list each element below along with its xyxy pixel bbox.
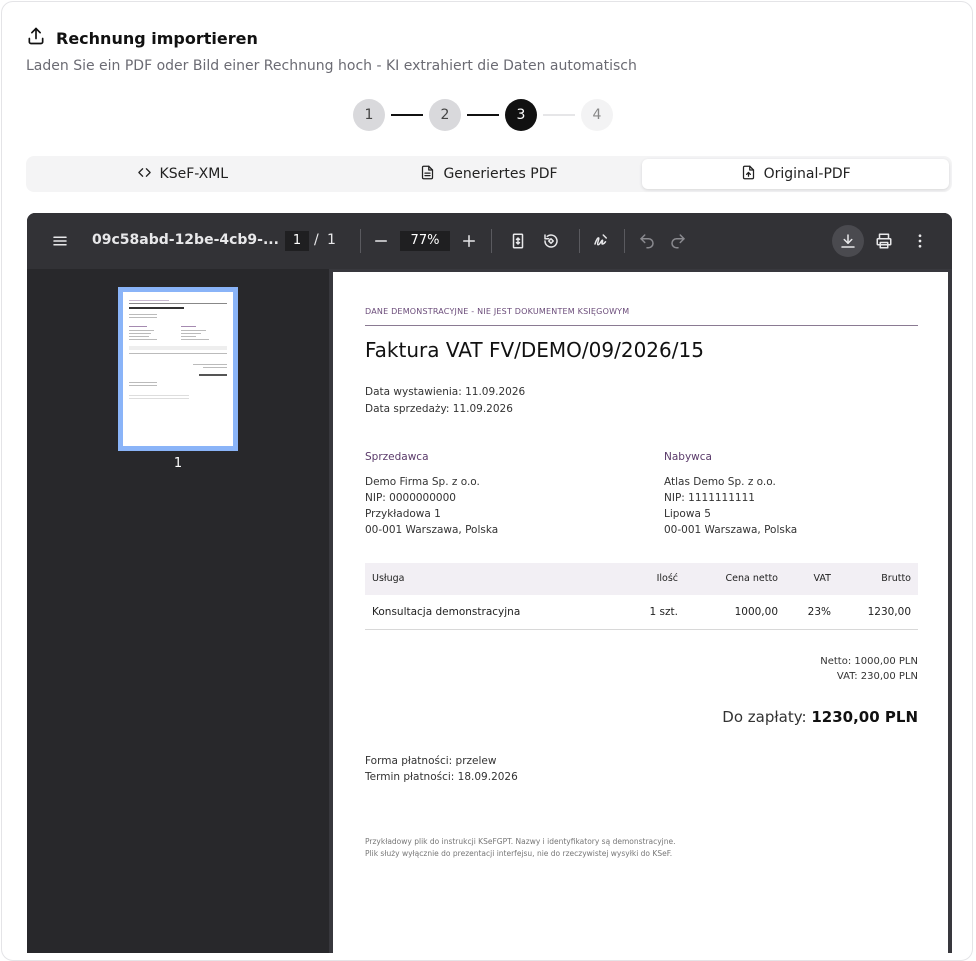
page-title: Rechnung importieren xyxy=(56,28,258,48)
import-card xyxy=(1,1,973,961)
page-thumbnail[interactable] xyxy=(118,287,238,451)
toolbar-divider xyxy=(491,229,492,253)
page-area[interactable] xyxy=(329,269,952,953)
page-number-input[interactable]: 1 xyxy=(285,231,309,251)
table-cell: 23% xyxy=(807,606,831,618)
table-row xyxy=(365,595,918,630)
invoice-page xyxy=(333,272,948,953)
toolbar-divider xyxy=(624,229,625,253)
column-header: Ilość xyxy=(656,573,678,584)
buyer-heading: Nabywca xyxy=(664,451,712,463)
tab-label: KSeF-XML xyxy=(159,166,229,182)
seller-name: Demo Firma Sp. z o.o. xyxy=(365,476,480,488)
tab-label: Generiertes PDF xyxy=(443,166,558,182)
card-header xyxy=(26,26,258,50)
thumbnail-page-number: 1 xyxy=(173,456,183,471)
thumbnail-sidebar xyxy=(27,269,329,953)
seller-street: Przykładowa 1 xyxy=(365,508,441,520)
invoice-title: Faktura VAT FV/DEMO/09/2026/15 xyxy=(365,338,704,362)
step-connector xyxy=(391,114,423,116)
footer-note: Przykładowy plik do instrukcji KSeFGPT. Nazwy i identyfikatory są demonstracyjne. xyxy=(365,837,676,846)
pdf-filename: 09c58abd-12be-4cb9-... xyxy=(92,232,279,248)
more-vertical-icon[interactable] xyxy=(910,231,930,251)
items-table xyxy=(365,563,918,630)
fit-page-icon[interactable] xyxy=(508,231,528,251)
buyer-nip: NIP: 1111111111 xyxy=(664,492,755,504)
toolbar-divider xyxy=(360,229,361,253)
seller-heading: Sprzedawca xyxy=(365,451,429,463)
pdf-toolbar xyxy=(27,213,952,269)
sale-date: Data sprzedaży: 11.09.2026 xyxy=(365,403,513,415)
step-4[interactable]: 4 xyxy=(581,99,613,131)
file-text-icon xyxy=(420,165,435,184)
view-tabs xyxy=(26,156,952,192)
seller-nip: NIP: 0000000000 xyxy=(365,492,456,504)
tab-ksef-xml[interactable] xyxy=(29,159,336,189)
file-upload-icon xyxy=(741,165,756,184)
rotate-icon[interactable] xyxy=(541,231,561,251)
buyer-name: Atlas Demo Sp. z o.o. xyxy=(664,476,776,488)
step-1[interactable]: 1 xyxy=(353,99,385,131)
vat-total: VAT: 230,00 PLN xyxy=(836,671,918,682)
column-header: Cena netto xyxy=(725,573,778,584)
step-connector xyxy=(467,114,499,116)
table-cell: Konsultacja demonstracyjna xyxy=(372,606,521,618)
toolbar-divider xyxy=(579,229,580,253)
step-3[interactable]: 3 xyxy=(505,99,537,131)
column-header: Usługa xyxy=(372,573,405,584)
step-connector xyxy=(543,114,575,116)
page-separator: / xyxy=(314,232,319,248)
column-header: Brutto xyxy=(881,573,911,584)
zoom-out-icon[interactable] xyxy=(371,231,391,251)
pdf-viewer xyxy=(27,213,952,953)
step-2[interactable]: 2 xyxy=(429,99,461,131)
payment-form: Forma płatności: przelew xyxy=(365,755,497,767)
download-icon[interactable] xyxy=(838,231,858,251)
amount-due-value: 1230,00 PLN xyxy=(811,708,918,726)
stepper xyxy=(353,99,613,131)
payment-term: Termin płatności: 18.09.2026 xyxy=(365,771,518,783)
upload-icon xyxy=(26,26,46,50)
amount-due xyxy=(722,708,918,726)
tab-label: Original-PDF xyxy=(763,166,851,182)
demo-notice: DANE DEMONSTRACYJNE - NIE JEST DOKUMENTEM KSIĘGOWYM xyxy=(365,307,630,316)
draw-icon[interactable] xyxy=(591,231,611,251)
thumbnail-page xyxy=(123,292,233,446)
netto-total: Netto: 1000,00 PLN xyxy=(820,656,918,667)
table-cell: 1000,00 xyxy=(734,606,778,618)
undo-icon[interactable] xyxy=(637,231,657,251)
zoom-in-icon[interactable] xyxy=(459,231,479,251)
column-header: VAT xyxy=(813,573,831,584)
footer-note: Plik służy wyłącznie do prezentacji interfejsu, nie do rzeczywistej wysyłki do KSeF. xyxy=(365,849,673,858)
tab-original-pdf[interactable] xyxy=(642,159,949,189)
buyer-city: 00-001 Warszawa, Polska xyxy=(664,524,798,536)
table-cell: 1 szt. xyxy=(649,606,678,618)
page-total: 1 xyxy=(327,232,336,248)
amount-due-label: Do zapłaty: xyxy=(722,708,807,726)
zoom-input[interactable]: 77% xyxy=(400,231,450,251)
buyer-street: Lipowa 5 xyxy=(664,508,711,520)
print-icon[interactable] xyxy=(874,231,894,251)
table-header xyxy=(365,563,918,595)
tab-generated-pdf[interactable] xyxy=(336,159,643,189)
issue-date: Data wystawienia: 11.09.2026 xyxy=(365,386,526,398)
divider xyxy=(365,325,918,326)
seller-city: 00-001 Warszawa, Polska xyxy=(365,524,499,536)
redo-icon[interactable] xyxy=(668,231,688,251)
table-cell: 1230,00 xyxy=(867,606,911,618)
code-icon xyxy=(137,165,152,184)
page-subtitle: Laden Sie ein PDF oder Bild einer Rechnung hoch - KI extrahiert die Daten automatisch xyxy=(26,58,637,74)
menu-icon[interactable] xyxy=(50,231,70,251)
